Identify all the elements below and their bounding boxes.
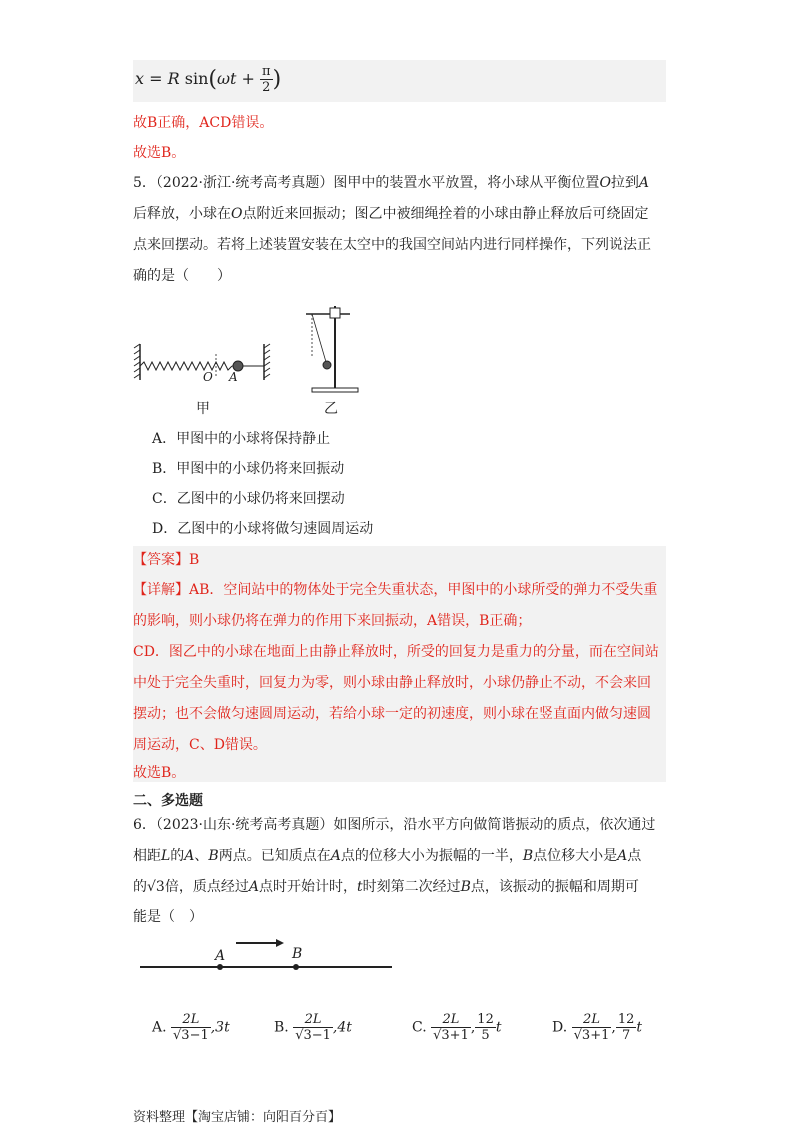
q6-text: 的 (170, 848, 185, 864)
formula-x: x (135, 69, 145, 88)
option-label: C. (412, 1019, 427, 1036)
q5-detail-5: 摆动；也不会做匀速圆周运动，若给小球一定的初速度，则小球在竖直面内做匀速圆 (133, 706, 651, 722)
option-t: t (495, 1019, 502, 1036)
q5-text: 点附近来回振动；图乙中被细绳拴着的小球由静止释放后可绕固定 (242, 206, 649, 222)
q5-detail-4: 中处于完全失重时，回复力为零，则小球由静止释放时，小球仍静止不动，不会来回 (133, 675, 651, 691)
formula-eq: = (144, 69, 168, 88)
q6-b: B (522, 848, 534, 864)
option-label: A. (152, 1019, 167, 1036)
formula-plus: + (236, 69, 261, 88)
q6-text: 相距 (133, 848, 161, 864)
q6-a: A (617, 848, 628, 864)
fig-label-jia: 甲 (196, 401, 210, 417)
q6-text: 的 (133, 879, 147, 895)
frac-den: 5 (481, 1028, 490, 1043)
q6-fig-label-b: B (292, 946, 303, 962)
q6-line-2 (133, 845, 641, 867)
formula-sin: sin (184, 69, 209, 88)
detail-text: AB．空间站中的物体处于完全失重状态，甲图中的小球所受的弹力不受失重 (189, 582, 658, 598)
q5-option-d: D．乙图中的小球将做匀速圆周运动 (152, 521, 374, 537)
q5-detail-6: 周运动，C、D错误。 (133, 737, 267, 753)
formula (135, 64, 281, 95)
fig-label-yi: 乙 (324, 401, 338, 417)
fig-label-o: O (203, 370, 213, 384)
q5-option-a: A．甲图中的小球将保持静止 (152, 431, 331, 447)
q6-text: 、 (194, 848, 209, 864)
frac-den: √3−1 (295, 1028, 331, 1043)
q6-figure (140, 935, 400, 975)
formula-pi-over-2 (260, 64, 273, 95)
q4-choice: 故选B。 (133, 145, 186, 161)
q6-line-1: 6．（2023·山东·统考高考真题）如图所示，沿水平方向做简谐振动的质点，依次通过 (133, 817, 656, 833)
option-label: D. (552, 1019, 568, 1036)
q4-conclusion: 故B正确，ACD错误。 (133, 115, 274, 131)
q6-text: 点时开始计时， (258, 879, 357, 895)
frac-num: π (262, 64, 271, 79)
section-heading: 二、多选题 (133, 793, 203, 809)
frac-den: 2 (262, 80, 271, 95)
frac-num: 2L (572, 1012, 612, 1028)
q6-option-a (152, 1012, 230, 1043)
q5-detail-3: CD．图乙中的小球在地面上由静止释放时，所受的回复力是重力的分量，而在空间站 (133, 644, 659, 660)
fig-label-a: A (229, 370, 238, 384)
frac-den: 7 (621, 1028, 631, 1043)
frac-num: 12 (477, 1012, 494, 1027)
q5-text: 后释放，小球在 (133, 206, 231, 222)
frac-num: 2L (431, 1012, 471, 1028)
q6-a: A (248, 879, 259, 895)
q6-text: 点 (627, 848, 642, 864)
frac-num: 2L (171, 1012, 211, 1028)
q6-text: 点位移大小是 (533, 848, 618, 864)
footer: 资料整理【淘宝店铺：向阳百分百】 (133, 1110, 342, 1125)
q6-text: 倍，质点经过 (164, 879, 249, 895)
formula-omega-t: ωt (216, 69, 237, 88)
q5-answer (133, 549, 199, 571)
q6-a: A (184, 848, 195, 864)
q5-line-1 (133, 172, 649, 194)
q6-fig-label-a: A (215, 948, 226, 964)
q5-option-b: B．甲图中的小球仍将来回振动 (152, 461, 345, 477)
q6-b: B (460, 879, 471, 895)
detail-tag: 【详解】 (133, 582, 189, 598)
frac-num: 2L (293, 1012, 333, 1028)
q6-text: 时刻第二次经过 (362, 879, 461, 895)
q5-text: 5．（2022·浙江·统考高考真题）图甲中的装置水平放置，将小球从平衡位置 (133, 175, 600, 191)
frac-den: √3+1 (433, 1028, 469, 1043)
q5-option-c: C．乙图中的小球仍将来回摆动 (152, 491, 345, 507)
q6-t: t (356, 879, 363, 895)
q6-option-d: D. $\frac{2L}{√3+1}$ , $\frac{12}{7}$ t (552, 1012, 642, 1043)
q6-option-b (274, 1012, 352, 1043)
frac-den: √3−1 (173, 1028, 209, 1043)
option-period: ,4t (332, 1019, 352, 1036)
q5-line-4: 确的是（ ） (133, 268, 231, 284)
frac-den: √3+1 (573, 1028, 610, 1043)
q5-a: A (638, 175, 650, 191)
q5-line-3: 点来回摆动。若将上述装置安装在太空中的我国空间站内进行同样操作，下列说法正 (133, 237, 651, 253)
q6-option-c: C. $\frac{2L}{√3+1}$ , $\frac{12}{5}$ t (412, 1012, 502, 1043)
option-label: B. (274, 1019, 289, 1036)
q6-text: 两点。已知质点在 (218, 848, 331, 864)
formula-rparen: ) (272, 67, 282, 92)
q6-text: 点，该振动的振幅和周期可 (470, 879, 639, 895)
q6-a: A (330, 848, 341, 864)
figure-spring-and-pendulum (130, 296, 380, 426)
q5-detail-7: 故选B。 (133, 765, 186, 781)
q5-o: O (599, 175, 611, 191)
q6-b: B (208, 848, 219, 864)
answer-tag: 【答案】 (133, 552, 189, 568)
q6-line-3 (133, 876, 639, 898)
q5-o: O (231, 206, 243, 222)
q6-text: 点的位移大小为振幅的一半， (340, 848, 523, 864)
formula-lparen: ( (208, 67, 217, 92)
q5-detail-2: 的影响，则小球仍将在弹力的作用下来回振动，A错误，B正确； (133, 613, 532, 629)
q6-l: L (161, 848, 171, 864)
option-period: ,3t (210, 1019, 230, 1036)
q5-line-2 (133, 203, 648, 225)
frac-num: 12 (617, 1012, 635, 1027)
answer-value: B (189, 552, 200, 568)
q5-text: 拉到 (610, 175, 639, 191)
formula-r: R (167, 69, 180, 88)
q6-line-4: 能是（ ） (133, 909, 203, 925)
option-t: t (636, 1019, 642, 1036)
q6-sqrt3: √3 (147, 879, 165, 895)
q5-detail-1 (133, 579, 657, 601)
